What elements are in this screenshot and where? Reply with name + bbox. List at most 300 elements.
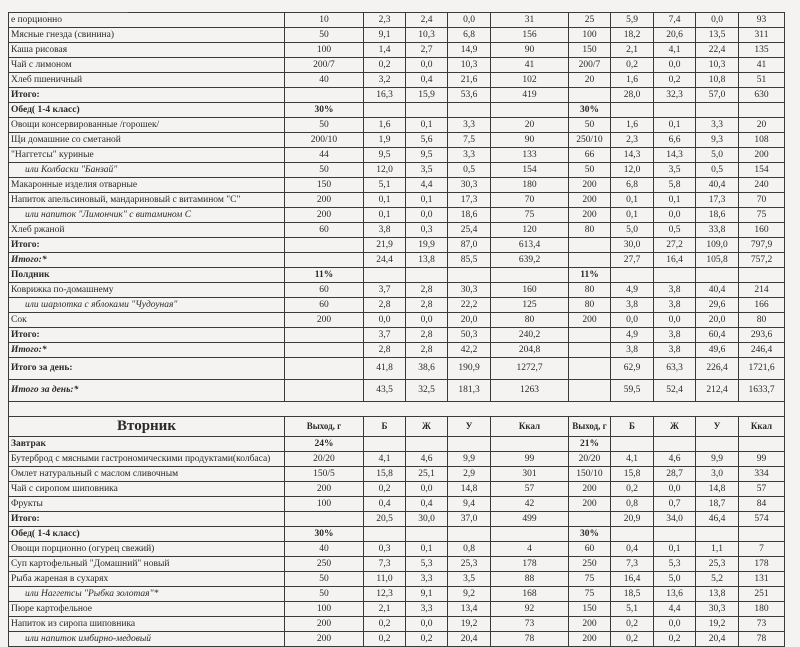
value-cell: 180 xyxy=(491,178,569,193)
value-cell: 7,4 xyxy=(654,13,696,28)
value-cell: 40,4 xyxy=(696,178,739,193)
value-cell: 0,3 xyxy=(364,542,406,557)
value-cell: 3,3 xyxy=(448,118,491,133)
value-cell: 7,5 xyxy=(448,133,491,148)
value-cell: 3,3 xyxy=(406,602,448,617)
value-cell: 9,9 xyxy=(448,452,491,467)
value-cell xyxy=(406,268,448,283)
value-cell: 32,3 xyxy=(654,88,696,103)
value-cell: 41 xyxy=(739,58,785,73)
value-cell: 88 xyxy=(491,572,569,587)
value-cell: 32,5 xyxy=(406,380,448,402)
value-cell xyxy=(654,268,696,283)
value-cell: 797,9 xyxy=(739,238,785,253)
portion-cell: 200 xyxy=(285,313,364,328)
value-cell: 4,4 xyxy=(654,602,696,617)
portion-cell xyxy=(569,238,611,253)
value-cell: 51 xyxy=(739,73,785,88)
table-row-item xyxy=(9,572,785,587)
portion-cell: 60 xyxy=(569,542,611,557)
value-cell: 2,8 xyxy=(406,328,448,343)
portion-cell: 200 xyxy=(569,617,611,632)
portion-cell: 40 xyxy=(285,542,364,557)
value-cell: 13,6 xyxy=(654,587,696,602)
table-row-item xyxy=(9,223,785,238)
dish-name: Хлеб пшеничный xyxy=(9,73,285,88)
value-cell xyxy=(739,527,785,542)
value-cell: 19,2 xyxy=(448,617,491,632)
portion-cell: 50 xyxy=(285,587,364,602)
value-cell xyxy=(491,527,569,542)
value-cell xyxy=(739,268,785,283)
value-cell: 102 xyxy=(491,73,569,88)
header-cell: У xyxy=(448,417,491,437)
portion-cell: 150/5 xyxy=(285,467,364,482)
portion-cell: 200 xyxy=(285,632,364,647)
table-row-itogstar xyxy=(9,253,785,268)
value-cell: 5,0 xyxy=(696,148,739,163)
value-cell: 5,3 xyxy=(654,557,696,572)
portion-cell: 200 xyxy=(285,208,364,223)
value-cell: 30,3 xyxy=(448,178,491,193)
value-cell: 3,5 xyxy=(406,163,448,178)
value-cell: 0,1 xyxy=(406,193,448,208)
value-cell: 70 xyxy=(491,193,569,208)
value-cell xyxy=(696,437,739,452)
value-cell: 0,0 xyxy=(448,13,491,28)
value-cell: 99 xyxy=(739,452,785,467)
value-cell: 181,3 xyxy=(448,380,491,402)
portion-cell: 200 xyxy=(569,193,611,208)
value-cell xyxy=(406,103,448,118)
value-cell: 9,5 xyxy=(364,148,406,163)
dish-name: Напиток из сиропа шиповника xyxy=(9,617,285,632)
value-cell xyxy=(364,268,406,283)
value-cell: 2,8 xyxy=(364,298,406,313)
value-cell: 20 xyxy=(491,118,569,133)
portion-cell: 75 xyxy=(569,572,611,587)
value-cell: 212,4 xyxy=(696,380,739,402)
top-rule xyxy=(48,12,128,13)
value-cell: 0,2 xyxy=(364,632,406,647)
value-cell: 4,4 xyxy=(406,178,448,193)
value-cell: 109,0 xyxy=(696,238,739,253)
value-cell: 0,0 xyxy=(654,208,696,223)
tuesday-block xyxy=(9,417,785,647)
value-cell: 9,3 xyxy=(696,133,739,148)
value-cell: 4,9 xyxy=(611,283,654,298)
dish-name: Итого: xyxy=(9,238,285,253)
dish-name: Итого: xyxy=(9,88,285,103)
value-cell: 0,5 xyxy=(696,163,739,178)
header-cell: Ж xyxy=(654,417,696,437)
dish-name: Полдник xyxy=(9,268,285,283)
value-cell: 17,3 xyxy=(696,193,739,208)
value-cell: 5,2 xyxy=(696,572,739,587)
value-cell: 246,4 xyxy=(739,343,785,358)
portion-cell xyxy=(285,253,364,268)
table-row-item xyxy=(9,497,785,512)
value-cell: 75 xyxy=(491,208,569,223)
table-row-itog xyxy=(9,512,785,527)
value-cell xyxy=(448,527,491,542)
portion-cell: 30% xyxy=(569,527,611,542)
value-cell: 311 xyxy=(739,28,785,43)
table-row-dayitog xyxy=(9,358,785,380)
value-cell: 20,9 xyxy=(611,512,654,527)
table-row-sub xyxy=(9,298,785,313)
value-cell: 639,2 xyxy=(491,253,569,268)
value-cell: 0,0 xyxy=(654,482,696,497)
value-cell: 5,3 xyxy=(406,557,448,572)
table-row-itog xyxy=(9,88,785,103)
value-cell: 0,0 xyxy=(654,313,696,328)
value-cell xyxy=(739,437,785,452)
value-cell: 1,6 xyxy=(364,118,406,133)
portion-cell: 150 xyxy=(569,43,611,58)
value-cell: 12,0 xyxy=(611,163,654,178)
separator-row xyxy=(9,402,785,417)
value-cell: 43,5 xyxy=(364,380,406,402)
value-cell: 240 xyxy=(739,178,785,193)
table-row-item xyxy=(9,28,785,43)
value-cell: 37,0 xyxy=(448,512,491,527)
portion-cell: 80 xyxy=(569,283,611,298)
value-cell: 0,2 xyxy=(406,632,448,647)
value-cell: 4,1 xyxy=(364,452,406,467)
table-row-item xyxy=(9,133,785,148)
value-cell: 0,0 xyxy=(611,313,654,328)
portion-cell: 11% xyxy=(285,268,364,283)
value-cell: 90 xyxy=(491,43,569,58)
value-cell: 4,1 xyxy=(654,43,696,58)
value-cell: 5,9 xyxy=(611,13,654,28)
value-cell: 3,8 xyxy=(654,298,696,313)
value-cell: 2,7 xyxy=(406,43,448,58)
header-cell: Ккал xyxy=(491,417,569,437)
value-cell: 57,0 xyxy=(696,88,739,103)
table-row-sub xyxy=(9,587,785,602)
table-row-item xyxy=(9,313,785,328)
value-cell xyxy=(696,268,739,283)
value-cell: 70 xyxy=(739,193,785,208)
dish-name: Итого за день:* xyxy=(9,380,285,402)
value-cell: 0,0 xyxy=(654,617,696,632)
menu-sheet xyxy=(8,12,784,647)
value-cell: 18,6 xyxy=(696,208,739,223)
value-cell: 204,8 xyxy=(491,343,569,358)
value-cell: 1,6 xyxy=(611,73,654,88)
value-cell: 3,3 xyxy=(696,118,739,133)
value-cell xyxy=(448,437,491,452)
value-cell: 30,3 xyxy=(696,602,739,617)
value-cell: 3,2 xyxy=(364,73,406,88)
table-row-item xyxy=(9,467,785,482)
dish-name: Итого: xyxy=(9,328,285,343)
portion-cell: 30% xyxy=(569,103,611,118)
portion-cell: 80 xyxy=(569,298,611,313)
portion-cell: 200 xyxy=(569,313,611,328)
header-cell: Выход, г xyxy=(285,417,364,437)
header-cell: Ккал xyxy=(739,417,785,437)
value-cell: 1633,7 xyxy=(739,380,785,402)
dish-name: Макаронные изделия отварные xyxy=(9,178,285,193)
day-title: Вторник xyxy=(9,417,285,437)
value-cell: 3,8 xyxy=(654,283,696,298)
menu-table xyxy=(8,12,785,647)
table-row-section xyxy=(9,437,785,452)
value-cell: 0,0 xyxy=(406,482,448,497)
portion-cell: 50 xyxy=(569,118,611,133)
table-row-sub xyxy=(9,208,785,223)
value-cell xyxy=(448,268,491,283)
value-cell: 2,8 xyxy=(364,343,406,358)
value-cell: 131 xyxy=(739,572,785,587)
value-cell: 6,8 xyxy=(611,178,654,193)
dish-name: Напиток апельсиновый, мандариновый с витамином "С" xyxy=(9,193,285,208)
value-cell: 0,3 xyxy=(406,223,448,238)
table-row-item xyxy=(9,283,785,298)
value-cell: 60,4 xyxy=(696,328,739,343)
portion-cell: 40 xyxy=(285,73,364,88)
value-cell: 613,4 xyxy=(491,238,569,253)
table-row-section xyxy=(9,527,785,542)
value-cell: 9,5 xyxy=(406,148,448,163)
dish-name: Пюре картофельное xyxy=(9,602,285,617)
value-cell: 20,4 xyxy=(696,632,739,647)
value-cell: 2,4 xyxy=(406,13,448,28)
value-cell: 20,4 xyxy=(448,632,491,647)
value-cell: 0,0 xyxy=(364,313,406,328)
value-cell: 16,4 xyxy=(654,253,696,268)
value-cell: 38,6 xyxy=(406,358,448,380)
value-cell: 14,8 xyxy=(696,482,739,497)
portion-cell: 100 xyxy=(285,602,364,617)
value-cell xyxy=(611,103,654,118)
value-cell: 25,3 xyxy=(448,557,491,572)
portion-cell: 200 xyxy=(569,632,611,647)
table-row-sub xyxy=(9,163,785,178)
value-cell: 15,8 xyxy=(364,467,406,482)
portion-cell: 75 xyxy=(569,587,611,602)
value-cell: 2,8 xyxy=(406,283,448,298)
portion-cell: 100 xyxy=(285,497,364,512)
dish-name: Рыба жареная в сухарях xyxy=(9,572,285,587)
portion-cell: 150/10 xyxy=(569,467,611,482)
value-cell xyxy=(491,268,569,283)
value-cell xyxy=(406,437,448,452)
portion-cell xyxy=(569,512,611,527)
value-cell: 0,0 xyxy=(696,13,739,28)
table-row-item xyxy=(9,118,785,133)
value-cell: 5,1 xyxy=(611,602,654,617)
value-cell: 5,0 xyxy=(611,223,654,238)
portion-cell xyxy=(285,328,364,343)
value-cell: 42,2 xyxy=(448,343,491,358)
value-cell: 92 xyxy=(491,602,569,617)
table-row-item xyxy=(9,482,785,497)
value-cell: 156 xyxy=(491,28,569,43)
table-row-item xyxy=(9,73,785,88)
value-cell: 99 xyxy=(491,452,569,467)
value-cell: 2,3 xyxy=(364,13,406,28)
portion-cell: 150 xyxy=(285,178,364,193)
value-cell: 125 xyxy=(491,298,569,313)
portion-cell: 60 xyxy=(285,223,364,238)
value-cell: 6,6 xyxy=(654,133,696,148)
table-row-item xyxy=(9,452,785,467)
value-cell: 3,8 xyxy=(364,223,406,238)
value-cell: 0,5 xyxy=(654,223,696,238)
value-cell xyxy=(611,437,654,452)
portion-cell: 44 xyxy=(285,148,364,163)
value-cell: 0,2 xyxy=(611,482,654,497)
value-cell: 59,5 xyxy=(611,380,654,402)
portion-cell: 10 xyxy=(285,13,364,28)
value-cell: 180 xyxy=(739,602,785,617)
dish-name: Итого:* xyxy=(9,253,285,268)
portion-cell: 200 xyxy=(569,178,611,193)
value-cell: 30,0 xyxy=(406,512,448,527)
value-cell: 4,6 xyxy=(406,452,448,467)
portion-cell: 200 xyxy=(569,497,611,512)
value-cell: 2,8 xyxy=(406,343,448,358)
header-cell: Б xyxy=(364,417,406,437)
portion-cell: 20/20 xyxy=(569,452,611,467)
value-cell: 154 xyxy=(739,163,785,178)
value-cell: 25,1 xyxy=(406,467,448,482)
value-cell: 419 xyxy=(491,88,569,103)
value-cell: 2,3 xyxy=(611,133,654,148)
value-cell: 0,2 xyxy=(654,73,696,88)
dish-name: или напиток имбирно-медовый xyxy=(9,632,285,647)
value-cell: 0,4 xyxy=(406,73,448,88)
portion-cell xyxy=(285,88,364,103)
value-cell: 0,0 xyxy=(654,58,696,73)
value-cell: 84 xyxy=(739,497,785,512)
value-cell: 120 xyxy=(491,223,569,238)
value-cell: 0,7 xyxy=(654,497,696,512)
value-cell: 20,0 xyxy=(696,313,739,328)
portion-cell: 100 xyxy=(285,43,364,58)
value-cell: 334 xyxy=(739,467,785,482)
value-cell: 14,9 xyxy=(448,43,491,58)
table-row-item xyxy=(9,542,785,557)
value-cell: 178 xyxy=(739,557,785,572)
value-cell: 135 xyxy=(739,43,785,58)
table-row-sub xyxy=(9,632,785,647)
table-row-section xyxy=(9,103,785,118)
dish-name: или напиток "Лимончик" с витамином С xyxy=(9,208,285,223)
value-cell: 3,8 xyxy=(611,298,654,313)
dish-name: Коврижка по-домашнему xyxy=(9,283,285,298)
value-cell: 52,4 xyxy=(654,380,696,402)
portion-cell xyxy=(569,328,611,343)
table-row-item xyxy=(9,43,785,58)
value-cell: 15,8 xyxy=(611,467,654,482)
value-cell: 0,2 xyxy=(364,482,406,497)
dish-name: Хлеб ржаной xyxy=(9,223,285,238)
value-cell: 18,5 xyxy=(611,587,654,602)
dish-name: Итого:* xyxy=(9,343,285,358)
value-cell: 17,3 xyxy=(448,193,491,208)
value-cell xyxy=(406,527,448,542)
value-cell: 19,9 xyxy=(406,238,448,253)
value-cell: 41 xyxy=(491,58,569,73)
value-cell: 160 xyxy=(739,223,785,238)
value-cell: 190,9 xyxy=(448,358,491,380)
monday-block xyxy=(9,13,785,402)
portion-cell: 50 xyxy=(569,163,611,178)
value-cell xyxy=(654,527,696,542)
value-cell: 22,2 xyxy=(448,298,491,313)
value-cell: 5,8 xyxy=(654,178,696,193)
portion-cell xyxy=(285,343,364,358)
value-cell: 214 xyxy=(739,283,785,298)
dish-name: Каша рисовая xyxy=(9,43,285,58)
header-cell: Ж xyxy=(406,417,448,437)
portion-cell: 200 xyxy=(285,482,364,497)
value-cell xyxy=(696,527,739,542)
value-cell: 0,1 xyxy=(406,542,448,557)
table-row-dayitogstar xyxy=(9,380,785,402)
value-cell: 2,1 xyxy=(364,602,406,617)
value-cell: 0,1 xyxy=(406,118,448,133)
value-cell: 25,3 xyxy=(696,557,739,572)
value-cell: 75 xyxy=(739,208,785,223)
header-cell: Выход, г xyxy=(569,417,611,437)
value-cell: 2,1 xyxy=(611,43,654,58)
value-cell: 0,4 xyxy=(406,497,448,512)
value-cell: 20,0 xyxy=(448,313,491,328)
dish-name: Бутерброд с мясными гастрономическими продуктами(колбаса) xyxy=(9,452,285,467)
value-cell: 42 xyxy=(491,497,569,512)
value-cell: 22,4 xyxy=(696,43,739,58)
value-cell: 0,2 xyxy=(611,58,654,73)
value-cell: 4,9 xyxy=(611,328,654,343)
value-cell xyxy=(696,103,739,118)
value-cell: 9,1 xyxy=(406,587,448,602)
portion-cell: 25 xyxy=(569,13,611,28)
value-cell: 34,0 xyxy=(654,512,696,527)
value-cell xyxy=(448,103,491,118)
dish-name: Овощи порционно (огурец свежий) xyxy=(9,542,285,557)
dish-name: Омлет натуральный с маслом сливочным xyxy=(9,467,285,482)
value-cell: 33,8 xyxy=(696,223,739,238)
portion-cell: 66 xyxy=(569,148,611,163)
table-row-item xyxy=(9,193,785,208)
tuesday-header-row xyxy=(9,417,785,437)
value-cell: 0,1 xyxy=(654,542,696,557)
dish-name: Овощи консервированные /горошек/ xyxy=(9,118,285,133)
portion-cell xyxy=(285,238,364,253)
value-cell: 0,2 xyxy=(611,617,654,632)
portion-cell: 200/10 xyxy=(285,133,364,148)
portion-cell: 24% xyxy=(285,437,364,452)
value-cell: 10,8 xyxy=(696,73,739,88)
value-cell: 1263 xyxy=(491,380,569,402)
value-cell: 0,1 xyxy=(364,193,406,208)
value-cell: 0,2 xyxy=(364,58,406,73)
value-cell: 85,5 xyxy=(448,253,491,268)
portion-cell: 20/20 xyxy=(285,452,364,467)
value-cell: 10,3 xyxy=(448,58,491,73)
value-cell: 4,1 xyxy=(611,452,654,467)
value-cell: 16,3 xyxy=(364,88,406,103)
value-cell: 3,7 xyxy=(364,283,406,298)
portion-cell: 50 xyxy=(285,163,364,178)
value-cell: 13,5 xyxy=(696,28,739,43)
